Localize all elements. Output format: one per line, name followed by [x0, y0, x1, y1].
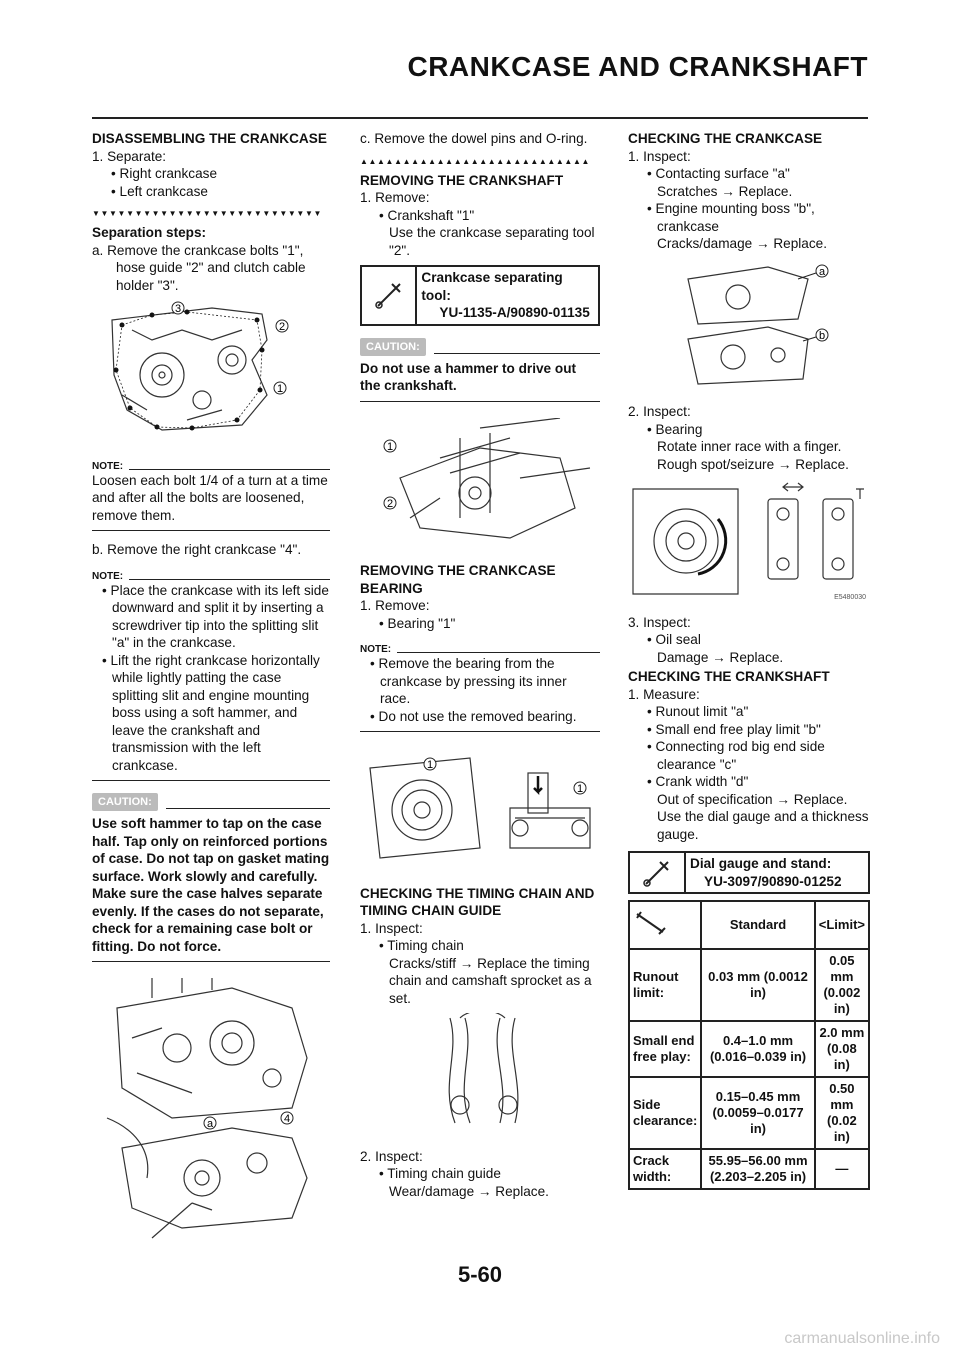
step-1: 1. Measure:	[628, 686, 700, 702]
separation-steps-heading: Separation steps:	[92, 225, 207, 240]
figure-crankcase-bolts	[92, 300, 330, 438]
tool-name: Dial gauge and stand:	[690, 856, 832, 871]
step-1: 1. Remove:	[360, 598, 430, 613]
list-item: • Crankshaft "1"	[379, 207, 475, 223]
caution-end-rule	[360, 401, 600, 402]
list-subtext: Cracks/damage → Replace.	[657, 236, 827, 251]
figure-code: E5480030	[834, 594, 866, 601]
note-header	[360, 644, 600, 655]
table-row	[629, 949, 869, 1021]
header-limit: <Limit>	[815, 901, 869, 949]
list-subtext: Scratches → Replace.	[657, 183, 793, 199]
note-header	[92, 571, 330, 582]
list-item: • Connecting rod big end side clearance "c"	[647, 739, 825, 772]
step-1: 1. Remove:	[360, 190, 430, 205]
spec-standard: 0.03 mm (0.0012 in)	[701, 949, 814, 1021]
watermark: carmanualsonline.info	[784, 1330, 940, 1347]
caution-header	[360, 338, 600, 356]
note-item: • Do not use the removed bearing.	[370, 708, 577, 724]
table-header-row	[629, 901, 869, 949]
note-label: NOTE:	[92, 460, 124, 472]
note-item: • Remove the bearing from the crankcase by pressing its inner race.	[370, 656, 567, 706]
spec-standard: 0.15–0.45 mm (0.0059–0.0177 in)	[701, 1077, 814, 1149]
tool-box	[360, 265, 600, 326]
list-subtext: Use the dial gauge and a thickness gauge.	[657, 809, 869, 842]
list-item: • Crank width "d"	[647, 774, 749, 789]
list-item: • Oil seal	[647, 632, 701, 647]
figure-bearing-removal	[360, 748, 600, 868]
list-subtext: Out of specification → Replace.	[657, 791, 848, 807]
spec-name: Small end free play:	[629, 1021, 701, 1077]
spec-limit: 2.0 mm (0.08 in)	[815, 1021, 869, 1077]
step-3: 3. Inspect:	[628, 614, 691, 630]
note-label: NOTE:	[360, 644, 392, 655]
section-heading-removing-crankshaft: REMOVING THE CRANKSHAFT	[360, 172, 564, 188]
caution-end-rule	[92, 961, 330, 962]
caution-badge: CAUTION:	[92, 793, 158, 811]
note-text: Loosen each bolt 1/4 of a turn at a time and after all the bolts are loosened, remove them.	[92, 472, 328, 523]
note-end-rule	[92, 530, 330, 531]
callout-1: 1	[276, 383, 284, 395]
section-heading-checking-crankcase: CHECKING THE CRANKCASE	[628, 131, 823, 146]
list-item: • Runout limit "a"	[647, 704, 749, 719]
callout-1: 1	[426, 759, 434, 771]
wrench-icon	[630, 853, 686, 892]
caliper-icon	[629, 901, 701, 949]
note-item: • Lift the right crankcase horizontally while lightly patting the case splitting slit and engine mounting boss using a soft hammer, and leave the crankshaft and transmission with the left crankcase.	[102, 652, 320, 773]
step-1: 1. Inspect:	[628, 148, 691, 164]
page-title: CRANKCASE AND CRANKSHAFT	[407, 51, 868, 82]
list-item: • Small end free play limit "b"	[647, 721, 821, 737]
list-item: • Engine mounting boss "b", crankcase	[647, 201, 815, 234]
caution-text: Use soft hammer to tap on the case half. Tap only on reinforced portions of case. Do not tap on gasket mating surface. Work slowly and carefully. Make sure the case halves separate evenly. If the cases do not separate, check for a remaining case bolt or fitting. Do not force.	[92, 816, 330, 954]
list-item: • Left crankcase	[111, 183, 208, 199]
step-b: b. Remove the right crankcase "4".	[92, 542, 302, 557]
section-heading-timing-chain: CHECKING THE TIMING CHAIN AND TIMING CHAIN GUIDE	[360, 885, 595, 918]
note-header	[92, 461, 330, 472]
header-standard: Standard	[701, 901, 814, 949]
list-subtext: Damage → Replace.	[657, 649, 784, 665]
page-number: 5-60	[457, 1262, 503, 1287]
column-middle	[360, 130, 600, 1200]
table-row	[629, 1021, 869, 1077]
list-subtext: Rough spot/seizure → Replace.	[657, 456, 849, 472]
callout-2: 2	[386, 497, 394, 510]
figure-crankcase-split	[92, 978, 330, 1250]
section-heading-checking-crankshaft: CHECKING THE CRANKSHAFT	[628, 669, 830, 684]
table-row	[629, 1149, 869, 1189]
list-item: • Timing chain guide	[379, 1166, 501, 1181]
figure-timing-chain	[360, 1013, 600, 1137]
spec-name: Crack width:	[629, 1149, 701, 1189]
list-item: • Bearing "1"	[379, 615, 456, 631]
caution-text: Do not use a hammer to drive out the crankshaft.	[360, 360, 577, 393]
step-1: 1. Separate:	[92, 148, 167, 164]
triangle-divider-down: ▼▼▼▼▼▼▼▼▼▼▼▼▼▼▼▼▼▼▼▼▼▼▼▼▼▼▼	[92, 209, 322, 218]
figure-crankcase-surface	[628, 259, 870, 393]
caution-badge: CAUTION:	[360, 338, 426, 356]
note-item: • Place the crankcase with its left side downward and split it by inserting a screwdriver tip into the splitting slit "a" in the crankcase.	[102, 582, 329, 650]
callout-4: 4	[283, 1113, 291, 1125]
note-end-rule	[92, 780, 330, 781]
list-subtext: Use the crankcase separating tool "2".	[389, 225, 595, 258]
list-item: • Timing chain	[379, 938, 464, 953]
figure-bearing-inspect	[628, 479, 870, 603]
list-subtext: Rotate inner race with a finger.	[657, 439, 842, 454]
spec-limit: 0.05 mm (0.002 in)	[815, 949, 869, 1021]
spec-table	[628, 900, 870, 1190]
spec-name: Side clearance:	[629, 1077, 701, 1149]
callout-a: a	[206, 1118, 214, 1130]
callout-1: 1	[576, 783, 584, 795]
title-rule	[92, 117, 868, 119]
note-label: NOTE:	[92, 570, 124, 582]
list-subtext: Cracks/stiff → Replace the timing chain and camshaft sprocket as a set.	[389, 955, 592, 1006]
spec-limit: 0.50 mm (0.02 in)	[815, 1077, 869, 1149]
spec-limit: —	[815, 1149, 869, 1189]
list-subtext: Wear/damage → Replace.	[389, 1183, 549, 1199]
callout-a: a	[818, 265, 826, 278]
callout-2: 2	[278, 321, 286, 333]
spec-standard: 55.95–56.00 mm (2.203–2.205 in)	[701, 1149, 814, 1189]
step-c: c. Remove the dowel pins and O-ring.	[360, 131, 588, 146]
tool-box	[628, 851, 870, 894]
step-a: a. Remove the crankcase bolts "1", hose guide "2" and clutch cable holder "3".	[92, 242, 306, 293]
column-right	[628, 130, 870, 1190]
table-row	[629, 1077, 869, 1149]
spec-standard: 0.4–1.0 mm (0.016–0.039 in)	[701, 1021, 814, 1077]
figure-separating-tool	[360, 418, 600, 546]
section-heading-removing-bearing: REMOVING THE CRANKCASE BEARING	[360, 563, 556, 596]
note-end-rule	[360, 731, 600, 732]
step-2: 2. Inspect:	[360, 1148, 423, 1164]
section-heading-disassembling: DISASSEMBLING THE CRANKCASE	[92, 131, 327, 146]
tool-number: YU-3097/90890-01252	[704, 873, 842, 889]
wrench-icon	[362, 267, 417, 324]
tool-name: Crankcase separating tool:	[421, 270, 563, 303]
list-item: • Contacting surface "a"	[647, 166, 790, 181]
step-2: 2. Inspect:	[628, 404, 691, 419]
callout-b: b	[818, 329, 826, 342]
caution-header	[92, 793, 330, 811]
callout-1: 1	[386, 440, 394, 453]
spec-name: Runout limit:	[629, 949, 701, 1021]
list-item: • Right crankcase	[111, 166, 218, 181]
tool-number: YU-1135-A/90890-01135	[439, 305, 590, 320]
callout-3: 3	[174, 303, 182, 315]
list-item: • Bearing	[647, 421, 703, 437]
step-1: 1. Inspect:	[360, 920, 423, 936]
triangle-divider-up: ▲▲▲▲▲▲▲▲▲▲▲▲▲▲▲▲▲▲▲▲▲▲▲▲▲▲▲	[360, 156, 590, 166]
column-left	[92, 130, 330, 1261]
